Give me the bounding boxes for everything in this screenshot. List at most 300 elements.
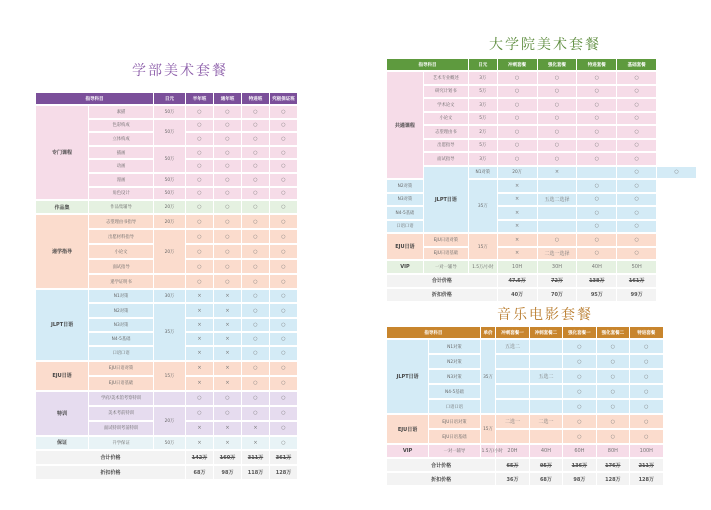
package-mark: ○	[630, 430, 663, 444]
package-mark: ○	[577, 126, 617, 139]
music-film-table	[387, 326, 697, 487]
undergrad-art-title: 学部美术套餐	[132, 63, 228, 79]
unit-price: 20万	[498, 167, 538, 180]
package-mark: ○	[270, 422, 298, 436]
price-value: 128万	[630, 473, 663, 486]
subject-label: N3对策	[89, 319, 154, 332]
package-mark: ○	[577, 207, 617, 220]
package-mark: ○	[214, 275, 242, 289]
package-mark: ○	[242, 377, 270, 391]
unit-price: 15万	[154, 362, 186, 391]
price-value: 176万	[597, 459, 630, 472]
price-value: 47.5万	[498, 275, 538, 288]
unit-price	[154, 392, 186, 406]
subject-label: N3对策	[429, 370, 481, 384]
package-mark: ○	[186, 275, 214, 289]
unit-price: 50万	[154, 106, 186, 119]
unit-price: 35万	[481, 340, 497, 414]
package-mark: ○	[270, 362, 298, 376]
subject-label: 学术论文	[424, 99, 469, 112]
category-label: VIP	[387, 445, 429, 458]
package-mark: ○	[577, 180, 617, 193]
package-mark: ○	[597, 340, 630, 354]
package-mark	[496, 370, 529, 384]
subject-label: N4-5基础	[387, 207, 424, 220]
package-mark: ○	[617, 207, 657, 220]
category-label: JLPT日语	[387, 340, 429, 414]
table-header-row	[36, 93, 326, 105]
category-label: VIP	[387, 261, 424, 274]
price-value: 361万	[270, 451, 298, 465]
package-mark: ○	[498, 86, 538, 99]
subject-label: N2对策	[387, 180, 424, 193]
package-mark: ○	[538, 140, 578, 153]
package-mark: ○	[186, 106, 214, 119]
table-row	[387, 140, 697, 153]
package-mark: ○	[498, 153, 538, 166]
package-mark: ○	[597, 355, 630, 369]
package-mark	[530, 430, 563, 444]
table-row	[36, 106, 326, 119]
table-row	[387, 340, 697, 354]
table-row	[36, 466, 326, 480]
header-column: 单价	[481, 327, 497, 339]
table-row	[387, 167, 697, 180]
package-mark: ○	[538, 113, 578, 126]
package-mark: ○	[563, 340, 596, 354]
package-mark: ○	[242, 230, 270, 244]
package-mark: ○	[186, 245, 214, 259]
price-value: 128万	[270, 466, 298, 480]
package-mark	[577, 167, 617, 180]
package-mark: ○	[538, 99, 578, 112]
subject-label: 升学保证	[89, 437, 154, 450]
package-mark: ○	[617, 234, 657, 247]
category-label: EJU日语	[387, 234, 424, 260]
unit-price: 5万	[469, 140, 498, 153]
package-mark: ○	[538, 234, 578, 247]
unit-price: 3万	[469, 72, 498, 85]
unit-price	[154, 275, 186, 289]
package-mark: ○	[270, 407, 298, 421]
table-row	[36, 437, 326, 450]
package-mark: ○	[214, 245, 242, 259]
package-mark: ○	[270, 333, 298, 346]
subject-label: EJU日语对策	[89, 362, 154, 376]
package-mark: ○	[214, 188, 242, 201]
package-mark: ○	[186, 260, 214, 274]
category-label: 作品集	[36, 201, 89, 214]
price-value: 99万	[617, 289, 657, 302]
package-mark: 40H	[577, 261, 617, 274]
package-mark: 100H	[630, 445, 663, 458]
subject-label: 漫画	[89, 174, 154, 187]
package-mark: ×	[186, 362, 214, 376]
package-mark: ○	[214, 174, 242, 187]
package-mark: ○	[214, 147, 242, 160]
package-mark: 40H	[530, 445, 563, 458]
header-category: 指导科目	[36, 93, 154, 105]
package-mark: ×	[214, 437, 242, 450]
total-label: 合计价格	[387, 275, 498, 288]
package-mark: ○	[242, 260, 270, 274]
package-mark: ○	[270, 188, 298, 201]
header-column: 冲刺套餐一	[496, 327, 529, 339]
subject-label: 角色设计	[89, 188, 154, 201]
table-row	[387, 153, 697, 166]
header-column: 强化套餐一	[563, 327, 596, 339]
package-mark: ○	[214, 120, 242, 133]
package-mark: ○	[242, 290, 270, 303]
package-mark: ×	[498, 221, 538, 234]
category-label: 保证	[36, 437, 89, 450]
package-mark: ×	[498, 234, 538, 247]
package-mark: ○	[270, 304, 298, 317]
package-mark: ○	[617, 167, 657, 180]
package-mark: ○	[563, 355, 596, 369]
subject-label: 面试特训考前特训	[89, 422, 154, 436]
subject-label: 一对一辅导	[424, 261, 469, 274]
subject-label: 作品集辅导	[89, 201, 154, 214]
subject-label: 立体构成	[89, 133, 154, 146]
table-row	[387, 370, 697, 384]
price-value: 36万	[496, 473, 529, 486]
package-mark: 60H	[563, 445, 596, 458]
package-mark	[496, 385, 529, 399]
table-header-row	[387, 327, 697, 339]
category-label: EJU日语	[36, 362, 89, 391]
table-row	[387, 430, 697, 444]
package-mark	[530, 355, 563, 369]
table-header-row	[387, 59, 697, 71]
subject-label: N4-5基础	[89, 333, 154, 346]
graduate-art-title: 大学院美术套餐	[489, 37, 601, 53]
header-column: 特进班	[242, 93, 270, 105]
package-mark: ○	[186, 188, 214, 201]
package-mark: ○	[242, 407, 270, 421]
unit-price: 20万	[154, 230, 186, 274]
subject-label: 素描	[89, 106, 154, 119]
package-mark: ×	[214, 377, 242, 391]
header-column: 特进套餐	[577, 59, 617, 71]
unit-price: 3万	[469, 153, 498, 166]
package-mark: ○	[563, 430, 596, 444]
total-label: 折扣价格	[387, 289, 498, 302]
package-mark: ○	[270, 245, 298, 259]
package-mark: 30H	[538, 261, 578, 274]
table-row	[36, 362, 326, 376]
package-mark: ○	[270, 160, 298, 173]
price-value: 128万	[597, 473, 630, 486]
subject-label: 出愿材料指导	[89, 230, 154, 244]
package-mark: ○	[538, 126, 578, 139]
package-mark: ×	[214, 333, 242, 346]
subject-label: 口语口语	[387, 221, 424, 234]
total-label: 折扣价格	[36, 466, 186, 480]
package-mark: ○	[186, 147, 214, 160]
unit-price: 20万	[154, 215, 186, 229]
subject-label: N3对策	[387, 194, 424, 207]
package-mark: ×	[186, 304, 214, 317]
unit-price: 20万	[154, 407, 186, 436]
price-value: 161万	[617, 275, 657, 288]
package-mark: ○	[186, 215, 214, 229]
price-value: 68万	[186, 466, 214, 480]
subject-label: 色彩构成	[89, 120, 154, 133]
package-mark: ×	[186, 333, 214, 346]
package-mark	[530, 400, 563, 414]
package-mark: ×	[242, 422, 270, 436]
package-mark: ○	[242, 362, 270, 376]
graduate-art-table	[387, 58, 697, 303]
package-mark: ○	[630, 385, 663, 399]
package-mark: ○	[242, 201, 270, 214]
table-row	[387, 445, 697, 458]
package-mark: ○	[270, 174, 298, 187]
subject-label: 小论文	[424, 113, 469, 126]
package-mark	[496, 400, 529, 414]
undergrad-art-table	[36, 92, 326, 481]
package-mark: ○	[270, 147, 298, 160]
package-mark: ○	[498, 99, 538, 112]
package-mark: ○	[214, 106, 242, 119]
unit-price: 2万	[469, 126, 498, 139]
price-value: 118万	[242, 466, 270, 480]
package-mark: ○	[617, 126, 657, 139]
package-mark: ○	[242, 215, 270, 229]
subject-label: N1对策	[429, 340, 481, 354]
subject-label: 小论文	[89, 245, 154, 259]
package-mark: ○	[242, 106, 270, 119]
package-mark: ○	[617, 86, 657, 99]
package-mark: ○	[186, 120, 214, 133]
package-mark: ○	[242, 319, 270, 332]
category-label: JLPT日语	[424, 167, 469, 234]
category-label: 共通课程	[387, 72, 424, 179]
package-mark: ○	[617, 194, 657, 207]
table-row	[387, 126, 697, 139]
header-column: 冲刺套餐二	[530, 327, 563, 339]
package-mark: ×	[242, 437, 270, 450]
subject-label: N4-5基础	[429, 385, 481, 399]
music-film-title: 音乐电影套餐	[497, 307, 593, 323]
package-mark: ×	[498, 180, 538, 193]
price-value: 311万	[242, 451, 270, 465]
package-mark: ○	[242, 245, 270, 259]
package-mark: ○	[214, 133, 242, 146]
subject-label: 美术考前特训	[89, 407, 154, 421]
table-row	[387, 86, 697, 99]
price-value: 95万	[530, 459, 563, 472]
total-label: 合计价格	[36, 451, 186, 465]
header-column: 日元	[154, 93, 186, 105]
subject-label: 一对一辅导	[429, 445, 481, 458]
package-mark	[496, 430, 529, 444]
package-mark: ○	[630, 355, 663, 369]
package-mark: ○	[214, 392, 242, 406]
subject-label: 面试指导	[424, 153, 469, 166]
package-mark: ○	[577, 221, 617, 234]
package-mark: ○	[242, 120, 270, 133]
package-mark: ○	[597, 385, 630, 399]
package-mark: ○	[563, 415, 596, 429]
unit-price: 15万	[481, 415, 497, 444]
package-mark	[530, 385, 563, 399]
table-row	[36, 201, 326, 214]
price-value: 72万	[538, 275, 578, 288]
price-value: 136万	[563, 459, 596, 472]
package-mark: ○	[270, 437, 298, 450]
package-mark: 五选二选择	[538, 194, 578, 207]
package-mark: ○	[577, 248, 617, 261]
category-label: 递学指导	[36, 215, 89, 289]
price-value: 142万	[186, 451, 214, 465]
table-row	[387, 473, 697, 486]
package-mark: ○	[270, 275, 298, 289]
package-mark: ○	[617, 221, 657, 234]
subject-label: 插画	[89, 147, 154, 160]
package-mark: ○	[214, 160, 242, 173]
package-mark	[538, 221, 578, 234]
subject-label: 动画	[89, 160, 154, 173]
unit-price: 50万	[154, 188, 186, 201]
table-row	[36, 451, 326, 465]
package-mark: ○	[242, 174, 270, 187]
subject-label: EJU日语基础	[424, 248, 469, 261]
package-mark: ○	[186, 160, 214, 173]
subject-label: 艺术专业概述	[424, 72, 469, 85]
price-value: 98万	[214, 466, 242, 480]
package-mark: ○	[270, 319, 298, 332]
package-mark: ○	[577, 153, 617, 166]
price-value: 40万	[498, 289, 538, 302]
header-column: 基础套餐	[617, 59, 657, 71]
package-mark: ○	[563, 385, 596, 399]
unit-price: 35万	[154, 304, 186, 360]
price-value: 95万	[577, 289, 617, 302]
package-mark: ○	[617, 153, 657, 166]
package-mark: ○	[242, 304, 270, 317]
subject-label: 学府/美术馆考察特训	[89, 392, 154, 406]
package-mark: 五选二	[496, 340, 529, 354]
package-mark: ○	[242, 147, 270, 160]
package-mark: ○	[630, 415, 663, 429]
package-mark: ○	[270, 260, 298, 274]
unit-price: 20万	[154, 201, 186, 214]
package-mark: ○	[577, 140, 617, 153]
package-mark: ○	[270, 133, 298, 146]
package-mark: ○	[577, 86, 617, 99]
table-row	[387, 400, 697, 414]
package-mark: ×	[186, 319, 214, 332]
package-mark: ○	[538, 72, 578, 85]
category-label: 特训	[36, 392, 89, 436]
package-mark: ×	[214, 347, 242, 360]
package-mark: ○	[563, 400, 596, 414]
package-mark	[538, 207, 578, 220]
package-mark: 20H	[496, 445, 529, 458]
header-column: 日元	[469, 59, 498, 71]
package-mark: ○	[242, 392, 270, 406]
package-mark: ○	[270, 290, 298, 303]
package-mark: ○	[242, 188, 270, 201]
price-value: 68万	[530, 473, 563, 486]
subject-label: 研究计划书	[424, 86, 469, 99]
package-mark: 10H	[498, 261, 538, 274]
package-mark: ○	[270, 230, 298, 244]
package-mark: ○	[498, 72, 538, 85]
package-mark: ×	[214, 319, 242, 332]
subject-label: 口语口语	[89, 347, 154, 360]
subject-label: 面试指导	[89, 260, 154, 274]
package-mark: ○	[498, 126, 538, 139]
price-value: 211万	[630, 459, 663, 472]
package-mark: ○	[538, 153, 578, 166]
package-mark: ○	[563, 370, 596, 384]
unit-price: 50万	[154, 147, 186, 173]
total-label: 折扣价格	[387, 473, 496, 486]
header-category: 指导科目	[387, 59, 469, 71]
package-mark: ×	[498, 194, 538, 207]
package-mark: ×	[186, 422, 214, 436]
package-mark: ○	[214, 260, 242, 274]
package-mark: 二选一选择	[538, 248, 578, 261]
package-mark: ○	[577, 234, 617, 247]
package-mark: 二选一	[496, 415, 529, 429]
unit-price: 3万	[469, 99, 498, 112]
package-mark: ○	[597, 400, 630, 414]
package-mark: 二选一	[530, 415, 563, 429]
package-mark: ○	[270, 106, 298, 119]
package-mark: ×	[186, 377, 214, 391]
package-mark: ○	[498, 113, 538, 126]
subject-label: EJU日语基础	[89, 377, 154, 391]
package-mark: ○	[214, 230, 242, 244]
subject-label: 志望理由书	[424, 126, 469, 139]
package-mark: ○	[617, 99, 657, 112]
unit-price: 50万	[154, 120, 186, 146]
package-mark: ○	[617, 72, 657, 85]
package-mark: ○	[657, 167, 697, 180]
package-mark: ○	[597, 430, 630, 444]
table-row	[387, 113, 697, 126]
subject-label: EJU日语基础	[429, 430, 481, 444]
unit-price: 5万	[469, 86, 498, 99]
unit-price: 5万	[469, 113, 498, 126]
header-column: 冲刺套餐	[498, 59, 538, 71]
package-mark: ○	[498, 140, 538, 153]
package-mark: ○	[270, 347, 298, 360]
header-column: 强化套餐	[538, 59, 578, 71]
package-mark: ×	[214, 422, 242, 436]
package-mark: ○	[186, 392, 214, 406]
package-mark: ×	[498, 248, 538, 261]
package-mark: ○	[577, 194, 617, 207]
package-mark: ×	[186, 347, 214, 360]
package-mark: ○	[270, 392, 298, 406]
package-mark: ○	[242, 133, 270, 146]
package-mark: ○	[577, 113, 617, 126]
package-mark	[496, 355, 529, 369]
subject-label: N2对策	[429, 355, 481, 369]
table-row	[36, 392, 326, 406]
package-mark: ○	[270, 120, 298, 133]
unit-price: 1.5万/小时	[469, 261, 498, 274]
package-mark	[538, 180, 578, 193]
package-mark: ○	[186, 201, 214, 214]
package-mark: ○	[242, 275, 270, 289]
package-mark: ○	[617, 180, 657, 193]
